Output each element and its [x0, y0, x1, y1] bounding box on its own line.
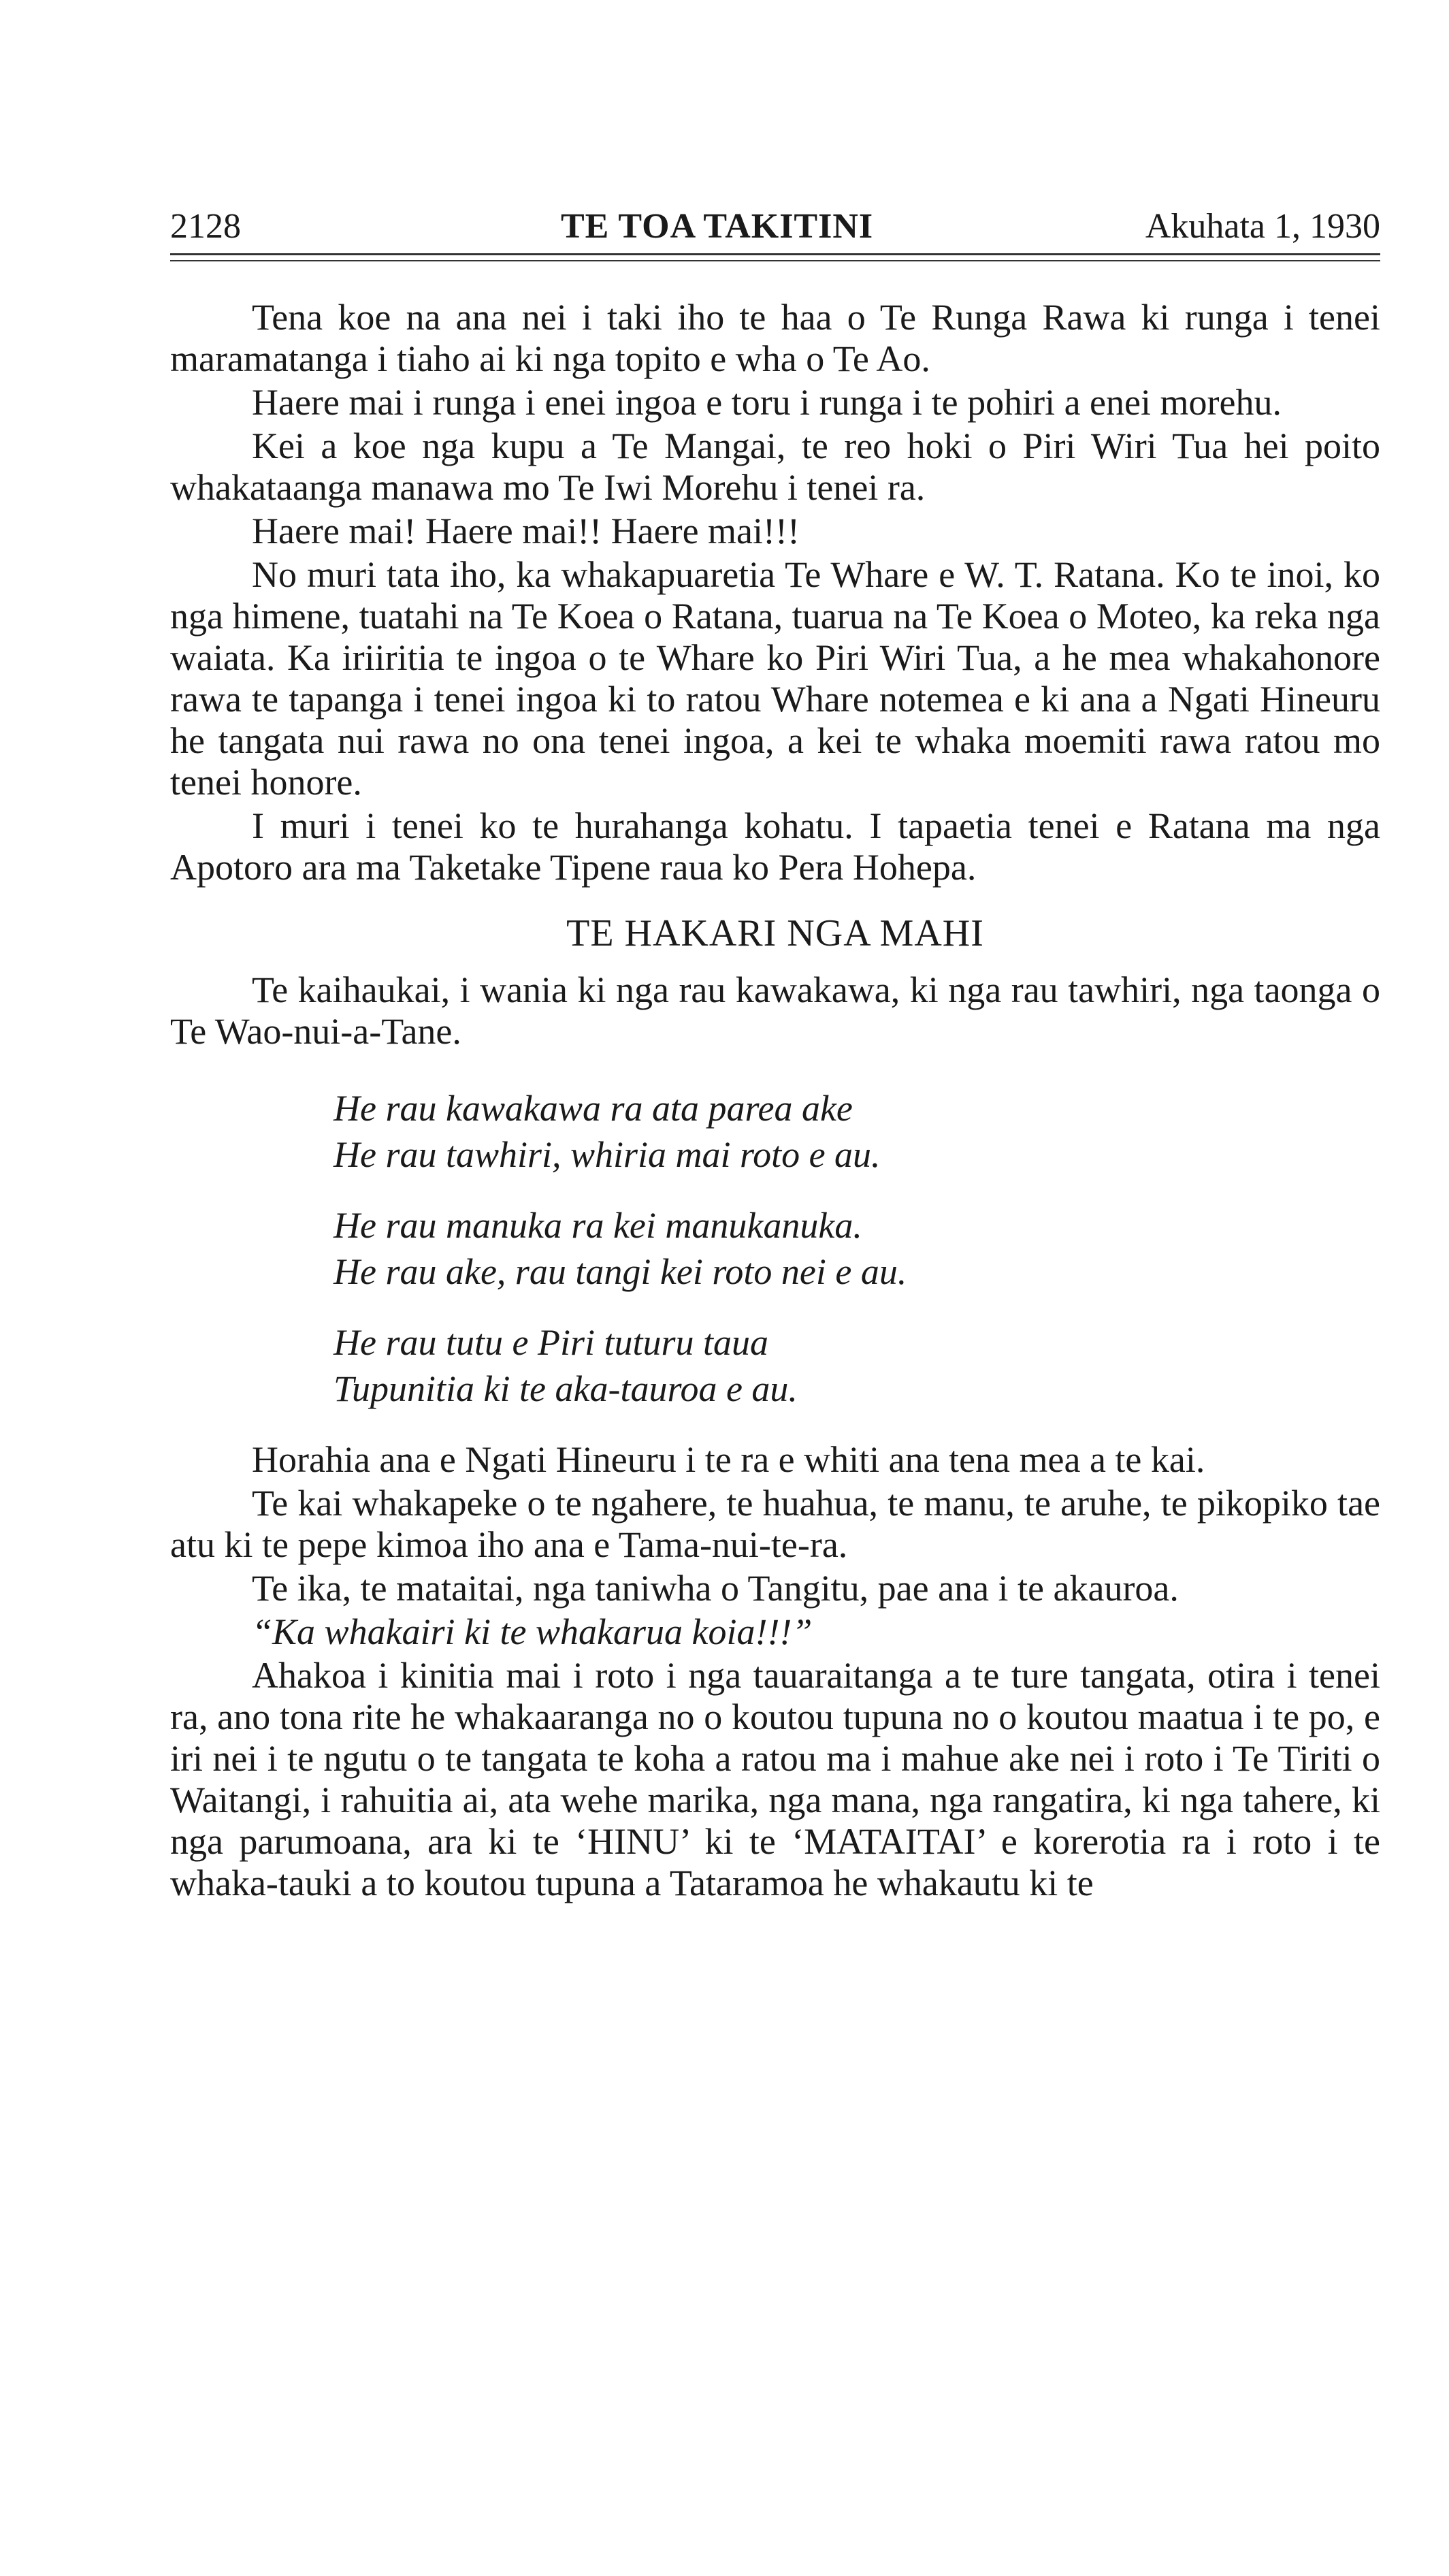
paragraph: Te ika, te mataitai, nga taniwha o Tangitu, pae ana i te akauroa.	[252, 1568, 1179, 1609]
quotation: “Ka whakairi ki te whakarua koia!!!”	[252, 1611, 813, 1652]
running-header	[170, 202, 1380, 252]
poem-stanza	[333, 1085, 1380, 1178]
poem-line: He rau ake, rau tangi kei roto nei e au.	[333, 1251, 907, 1292]
publication-title: TE TOA TAKITINI	[561, 207, 874, 246]
paragraph: Haere mai i runga i enei ingoa e toru i runga i te pohiri a enei morehu.	[252, 382, 1282, 423]
paragraph: Horahia ana e Ngati Hineuru i te ra e whiti ana tena mea a te kai.	[252, 1439, 1205, 1480]
poem-stanza	[333, 1319, 1380, 1412]
poem-line: He rau tawhiri, whiria mai roto e au.	[333, 1134, 881, 1175]
header-rule	[170, 253, 1380, 255]
paragraph: Te kai whakapeke o te ngahere, te huahua, te manu, te aruhe, te pikopiko tae atu ki te pepe kimoa iho ana e Tama-nui-te-ra.	[170, 1483, 1380, 1565]
poem-stanza	[333, 1202, 1380, 1295]
poem-line: He rau tutu e Piri tuturu taua	[333, 1322, 768, 1363]
paragraph: Haere mai! Haere mai!! Haere mai!!!	[252, 511, 800, 551]
poem-line: He rau manuka ra kei manukanuka.	[333, 1205, 862, 1246]
poem-line: He rau kawakawa ra ata parea ake	[333, 1088, 853, 1129]
poem-line: Tupunitia ki te aka-tauroa e au.	[333, 1368, 798, 1409]
issue-date: Akuhata 1, 1930	[1145, 207, 1380, 246]
paragraph: I muri i tenei ko te hurahanga kohatu. I tapaetia tenei e Ratana ma nga Apotoro ara ma Taketake Tipene raua ko Pera Hohepa.	[170, 805, 1380, 888]
paragraph: Tena koe na ana nei i taki iho te haa o Te Runga Rawa ki runga i tenei maramatanga i tiaho ai ki nga topito e wha o Te Ao.	[170, 297, 1380, 379]
page-number: 2128	[170, 207, 241, 246]
paragraph: No muri tata iho, ka whakapuaretia Te Whare e W. T. Ratana. Ko te inoi, ko nga himene, tuatahi na Te Koea o Ratana, tuarua na Te Koea o Moteo, ka reka nga waiata. Ka iriiritia te ingoa o te Whare ko Piri Wiri Tua, a he mea whakahonore rawa te tapanga i tenei ingoa ki to ratou Whare notemea e ki ana a Ngati Hineuru he tangata nui rawa no ona tenei ingoa, a kei te whaka moemiti rawa ratou mo tenei honore.	[170, 554, 1380, 803]
section-heading: TE HAKARI NGA MAHI	[566, 912, 984, 954]
paragraph: Kei a koe nga kupu a Te Mangai, te reo hoki o Piri Wiri Tua hei poito whakataanga manawa mo Te Iwi Morehu i tenei ra.	[170, 425, 1380, 508]
article-body	[170, 297, 1380, 1906]
poem	[333, 1085, 1380, 1412]
paragraph: Te kaihaukai, i wania ki nga rau kawakawa, ki nga rau tawhiri, nga taonga o Te Wao-nui-a-Tane.	[170, 969, 1380, 1052]
header-rule-secondary	[170, 260, 1380, 261]
paragraph: Ahakoa i kinitia mai i roto i nga tauaraitanga a te ture tangata, otira i tenei ra, ano tona rite he whakaaranga no o koutou tupuna no o koutou maatua i te po, e iri nei i te ngutu o te tangata te koha a ratou ma i mahue ake nei i roto i Te Tiriti o Waitangi, i rahuitia ai, ata wehe marika, nga mana, nga rangatira, ki nga tahere, ki nga parumoana, ara ki te ‘HINU’ ki te ‘MATAITAI’ e korerotia ra i roto i te whaka-tauki a to koutou tupuna a Tataramoa he whakautu ki te	[170, 1655, 1380, 1903]
